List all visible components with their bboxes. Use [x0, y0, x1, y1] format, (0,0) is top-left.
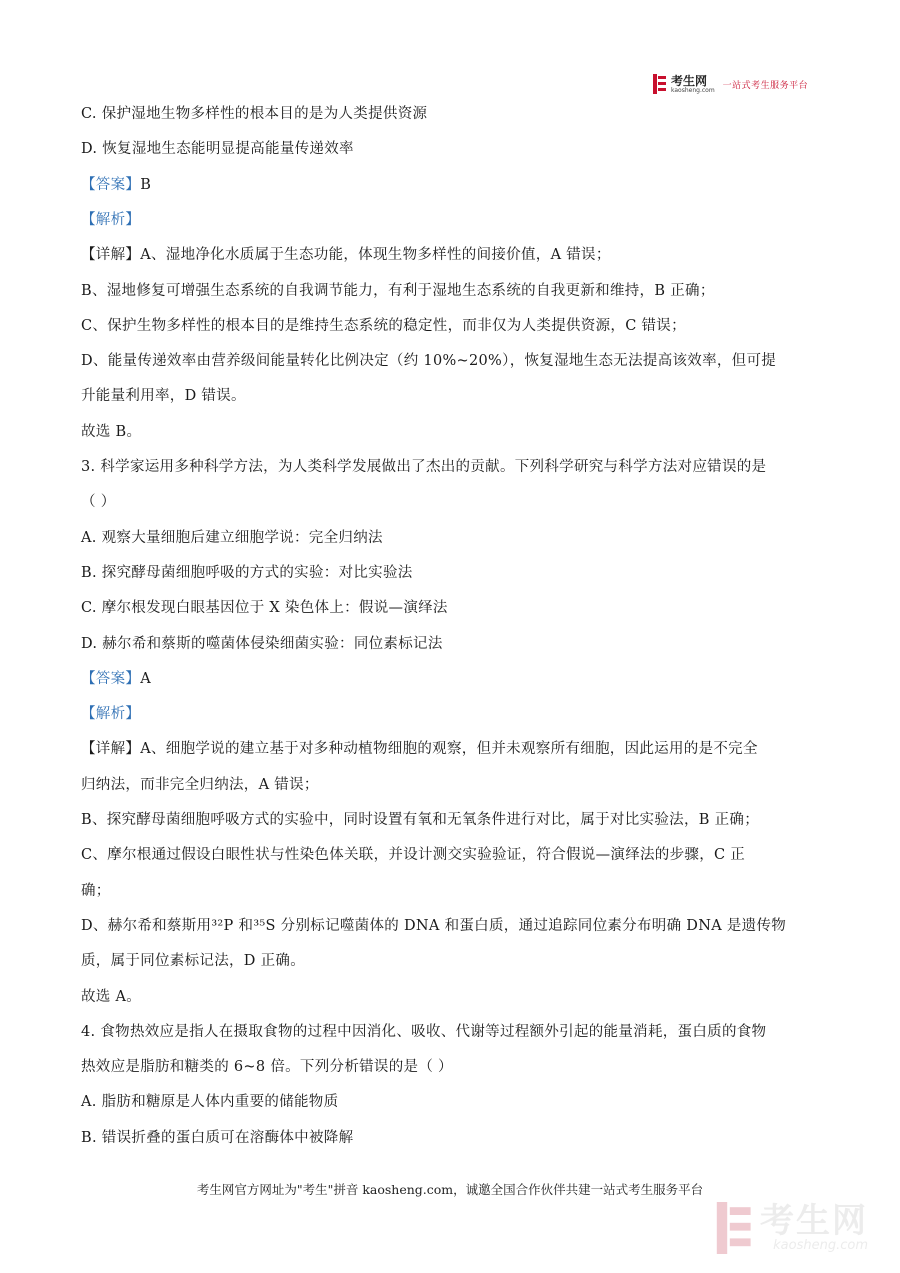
line-text: C、保护生物多样性的根本目的是维持生态系统的稳定性，而非仅为人类提供资源，C 错误；	[81, 317, 686, 334]
document-line	[81, 210, 140, 230]
line-text: 升能量利用率，D 错误。	[81, 388, 246, 405]
section-tag: 【答案】	[81, 670, 141, 687]
line-text: B. 探究酵母菌细胞呼吸的方式的实验：对比实验法	[81, 564, 413, 581]
line-text: 确；	[81, 882, 111, 899]
logo-name: 考生网	[671, 73, 708, 88]
document-line	[81, 1128, 353, 1148]
logo-slogan: 一站式考生服务平台	[722, 80, 809, 91]
line-text: （ ）	[81, 494, 116, 511]
document-line	[81, 245, 611, 265]
document-line	[81, 1092, 338, 1112]
document-line	[81, 634, 443, 654]
document-line	[81, 316, 686, 336]
document-line	[81, 386, 246, 406]
document-line	[81, 1057, 453, 1077]
document-line	[81, 775, 319, 795]
document-line	[81, 704, 140, 724]
document-line	[81, 881, 111, 901]
line-text: 3. 科学家运用多种科学方法，为人类科学发展做出了杰出的贡献。下列科学研究与科学方法对应错误的是	[81, 459, 767, 475]
watermark-domain: kaosheng.com	[773, 1237, 868, 1253]
logo-domain: kaosheng.com	[671, 86, 715, 94]
document-line	[81, 457, 766, 477]
line-text: D. 赫尔希和蔡斯的噬菌体侵染细菌实验：同位素标记法	[81, 635, 443, 652]
document-line	[81, 175, 151, 195]
line-text: 【详解】A、湿地净化水质属于生态功能，体现生物多样性的间接价值，A 错误；	[81, 247, 611, 264]
line-text: B、探究酵母菌细胞呼吸方式的实验中，同时设置有氧和无氧条件进行对比，属于对比实验法，B 正确；	[81, 812, 760, 828]
kaosheng-watermark-icon	[716, 1202, 754, 1254]
line-text: D、赫尔希和蔡斯用³²P 和³⁵S 分别标记噬菌体的 DNA 和蛋白质，通过追踪同位素分布明确 DNA 是遗传物	[81, 917, 787, 934]
document-line	[81, 351, 776, 371]
document-line	[81, 139, 354, 159]
footer-text: 考生网官方网址为"考生"拼音 kaosheng.com，诚邀全国合作伙伴共建一站式考生服务平台	[196, 1182, 704, 1197]
document-line	[81, 916, 786, 936]
line-text: 质，属于同位素标记法，D 正确。	[81, 953, 306, 970]
document-line	[81, 1022, 766, 1042]
line-text: 4. 食物热效应是指人在摄取食物的过程中因消化、吸收、代谢等过程额外引起的能量消耗，蛋白质的食物	[81, 1023, 767, 1040]
line-text: 归纳法，而非完全归纳法，A 错误；	[81, 776, 319, 793]
document-line	[81, 987, 141, 1007]
section-tag: 【答案】	[81, 176, 141, 193]
section-tag: 【解析】	[81, 211, 141, 228]
kaosheng-logo-icon	[653, 74, 667, 94]
line-text: C、摩尔根通过假设白眼性状与性染色体关联，并设计测交实验验证，符合假说—演绎法的步骤，C 正	[81, 847, 746, 864]
line-text: C. 摩尔根发现白眼基因位于 X 染色体上：假说—演绎法	[81, 600, 448, 617]
document-line	[81, 281, 715, 301]
document-line	[81, 422, 141, 442]
header-logo	[653, 74, 808, 94]
document-line	[81, 104, 427, 124]
document-line	[81, 951, 305, 971]
document-line	[81, 492, 116, 512]
line-text: B. 错误折叠的蛋白质可在溶酶体中被降解	[81, 1129, 354, 1146]
line-text: 热效应是脂肪和糖类的 6~8 倍。下列分析错误的是（ ）	[81, 1059, 453, 1076]
line-text: 【详解】A、细胞学说的建立基于对多种动植物细胞的观察，但并未观察所有细胞，因此运用的是不完全	[81, 741, 758, 758]
document-line	[81, 845, 745, 865]
document-line	[81, 528, 383, 548]
line-text: 故选 B。	[81, 423, 142, 440]
line-text: D. 恢复湿地生态能明显提高能量传递效率	[81, 141, 354, 158]
line-text: A. 脂肪和糖原是人体内重要的储能物质	[81, 1094, 339, 1111]
document-line	[81, 563, 413, 583]
section-tag: 【解析】	[81, 706, 141, 723]
line-text: A. 观察大量细胞后建立细胞学说：完全归纳法	[81, 529, 383, 546]
watermark	[716, 1202, 868, 1254]
document-line	[81, 598, 448, 618]
line-text: 故选 A。	[81, 988, 142, 1005]
line-text: A	[140, 670, 151, 687]
document-line	[81, 739, 758, 759]
line-text: D、能量传递效率由营养级间能量转化比例决定（约 10%~20%），恢复湿地生态无法提高该效率，但可提	[81, 353, 777, 370]
watermark-name: 考生网	[760, 1200, 868, 1241]
line-text: B、湿地修复可增强生态系统的自我调节能力，有利于湿地生态系统的自我更新和维持，B 正确；	[81, 282, 715, 299]
line-text: C. 保护湿地生物多样性的根本目的是为人类提供资源	[81, 106, 428, 122]
line-text: B	[140, 176, 152, 193]
document-line	[81, 810, 759, 830]
document-line	[81, 669, 151, 689]
